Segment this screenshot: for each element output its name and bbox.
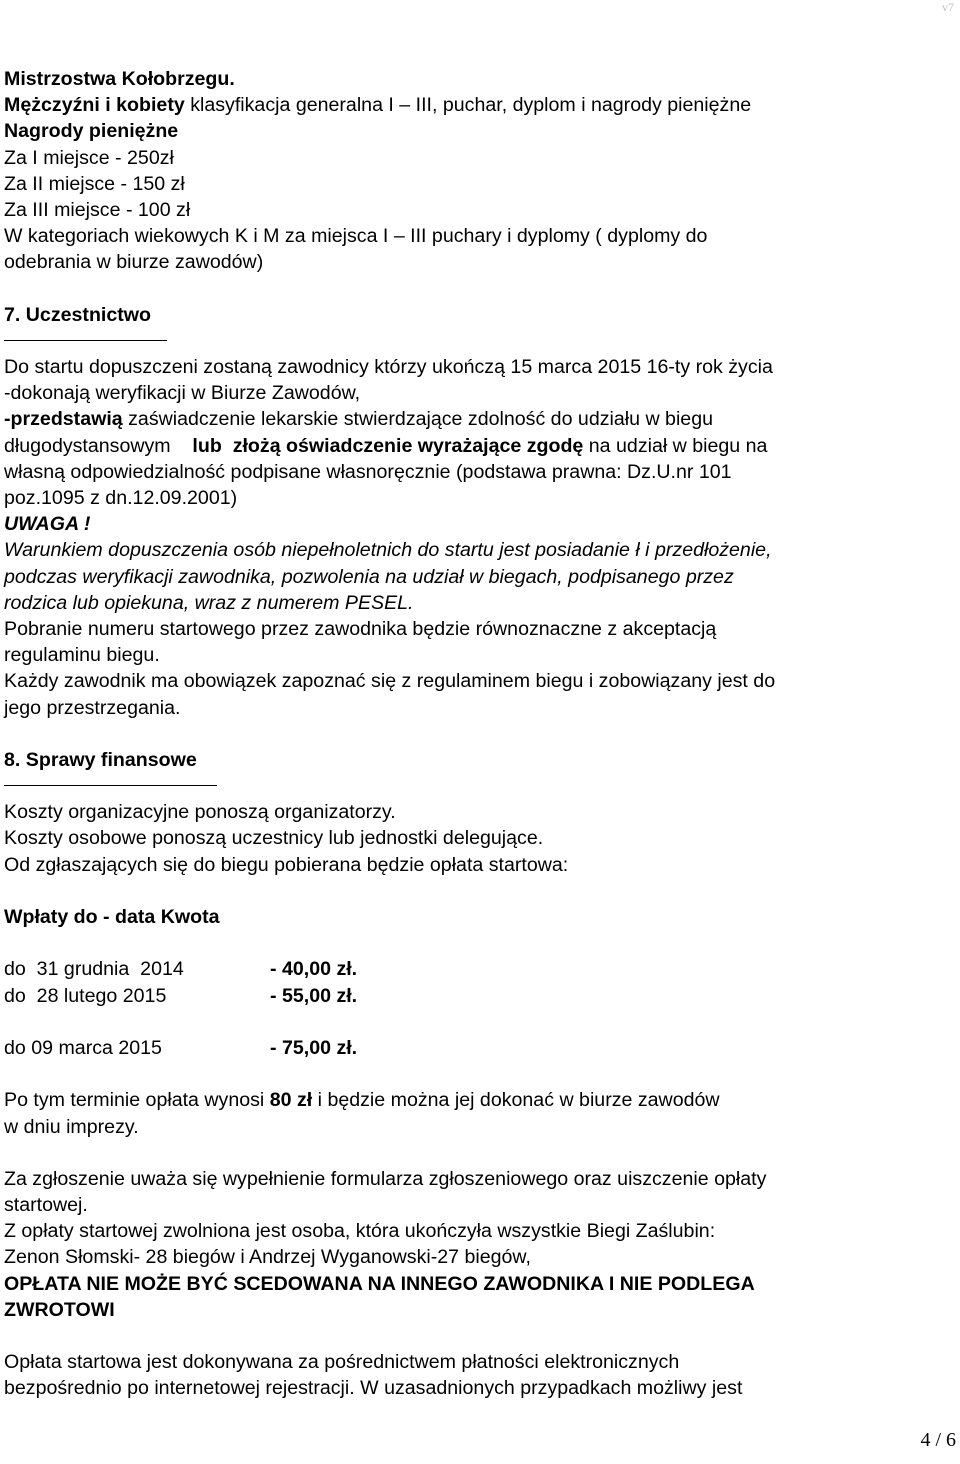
rules-line: Pobranie numeru startowego przez zawodnika będzie równoznaczne z akceptacją <box>4 617 717 640</box>
prizes-title: Nagrody pieniężne <box>4 120 179 143</box>
fee-amount: - 55,00 zł. <box>270 984 358 1007</box>
underline-rule <box>4 773 954 799</box>
document-body <box>4 66 954 1402</box>
exemption-line: Zenon Słomski- 28 biegów i Andrzej Wyganowski-27 biegów, <box>4 1246 531 1269</box>
rules-line: Każdy zawodnik ma obowiązek zapoznać się z regulaminem biegu i zobowiązany jest do <box>4 670 776 693</box>
participation-line: poz.1095 z dn.12.09.2001) <box>4 487 238 509</box>
costs-line: Od zgłaszających się do biegu pobierana będzie opłata startowa: <box>4 853 569 876</box>
age-category-line: odebrania w biurze zawodów) <box>4 251 264 274</box>
payment-line: Opłata startowa jest dokonywana za pośrednictwem płatności elektronicznych <box>4 1351 680 1374</box>
costs-line: Koszty organizacyjne ponoszą organizatorzy. <box>4 801 396 824</box>
classification-bold: Mężczyźni i kobiety <box>4 94 185 117</box>
participation-bold: -przedstawią <box>4 408 123 431</box>
warning-label: UWAGA ! <box>4 513 91 536</box>
rules-line: jego przestrzegania. <box>4 696 181 719</box>
minors-note-line: podczas weryfikacji zawodnika, pozwolenia na udział w biegach, podpisanego przez <box>4 565 734 588</box>
section-7-title: 7. Uczestnictwo <box>4 303 151 326</box>
prize-line: Za II miejsce - 150 zł <box>4 172 185 195</box>
fee-amount: - 75,00 zł. <box>270 1036 358 1059</box>
age-category-line: W kategoriach wiekowych K i M za miejsca I – III puchary i dyplomy ( dyplomy do <box>4 225 708 248</box>
fee-row <box>4 956 954 982</box>
fee-date: do 09 marca 2015 <box>4 1036 162 1059</box>
participation-line: Do startu dopuszczeni zostaną zawodnicy którzy ukończą 15 marca 2015 16-ty rok życia <box>4 356 773 379</box>
classification-rest: klasyfikacja generalna I – III, puchar, dyplom i nagrody pieniężne <box>184 94 752 117</box>
late-fee-part: Po tym terminie opłata wynosi <box>4 1089 270 1112</box>
late-fee-line: w dniu imprezy. <box>4 1115 139 1138</box>
late-fee-line <box>4 1087 954 1113</box>
participation-line: -dokonają weryfikacji w Biurze Zawodów, <box>4 382 361 405</box>
participation-line: własną odpowiedzialność podpisane własnoręcznie (podstawa prawna: Dz.U.nr 101 <box>4 460 732 483</box>
fee-row <box>4 1035 954 1061</box>
participation-line <box>4 433 954 459</box>
minors-note-line: Warunkiem dopuszczenia osób niepełnoletnich do startu jest posiadanie ł i przedłożenie, <box>4 539 772 562</box>
participation-part: na udział w biegu na <box>583 434 768 457</box>
participation-bold: lub złożą oświadczenie wyrażające zgodę <box>192 434 584 457</box>
participation-part: długodystansowym <box>4 434 193 457</box>
no-transfer-notice: ZWROTOWI <box>4 1298 115 1321</box>
late-fee-amount: 80 zł <box>269 1089 313 1112</box>
fee-row <box>4 983 954 1009</box>
rules-line: regulaminu biegu. <box>4 644 160 667</box>
classification-line <box>4 92 954 118</box>
prize-line: Za III miejsce - 100 zł <box>4 198 191 221</box>
fee-amount: - 40,00 zł. <box>270 958 358 981</box>
section-title-championship: Mistrzostwa Kołobrzegu. <box>4 68 235 90</box>
no-transfer-notice: OPŁATA NIE MOŻE BYĆ SCEDOWANA NA INNEGO ZAWODNIKA I NIE PODLEGA <box>4 1272 755 1295</box>
costs-line: Koszty osobowe ponoszą uczestnicy lub jednostki delegujące. <box>4 827 544 850</box>
underline-rule <box>4 328 954 354</box>
participation-line <box>4 406 954 432</box>
page-number: 4 / 6 <box>920 1429 956 1451</box>
prize-line: Za I miejsce - 250zł <box>4 146 174 169</box>
payment-line: bezpośrednio po internetowej rejestracji. W uzasadnionych przypadkach możliwy jest <box>4 1377 743 1400</box>
minors-note-line: rodzica lub opiekuna, wraz z numerem PESEL. <box>4 591 414 614</box>
section-8-title: 8. Sprawy finansowe <box>4 748 197 771</box>
fee-date: do 31 grudnia 2014 <box>4 958 184 981</box>
fee-date: do 28 lutego 2015 <box>4 984 167 1007</box>
participation-rest: zaświadczenie lekarskie stwierdzające zdolność do udziału w biegu <box>122 408 713 431</box>
late-fee-part: i będzie można jej dokonać w biurze zawodów <box>312 1089 720 1112</box>
version-label: v7 <box>942 0 954 14</box>
exemption-line: Z opłaty startowej zwolniona jest osoba, która ukończyła wszystkie Biegi Zaślubin: <box>4 1220 716 1243</box>
registration-line: Za zgłoszenie uważa się wypełnienie formularza zgłoszeniowego oraz uiszczenie opłaty <box>4 1167 767 1190</box>
registration-line: startowej. <box>4 1194 88 1217</box>
fees-header: Wpłaty do - data Kwota <box>4 906 220 928</box>
